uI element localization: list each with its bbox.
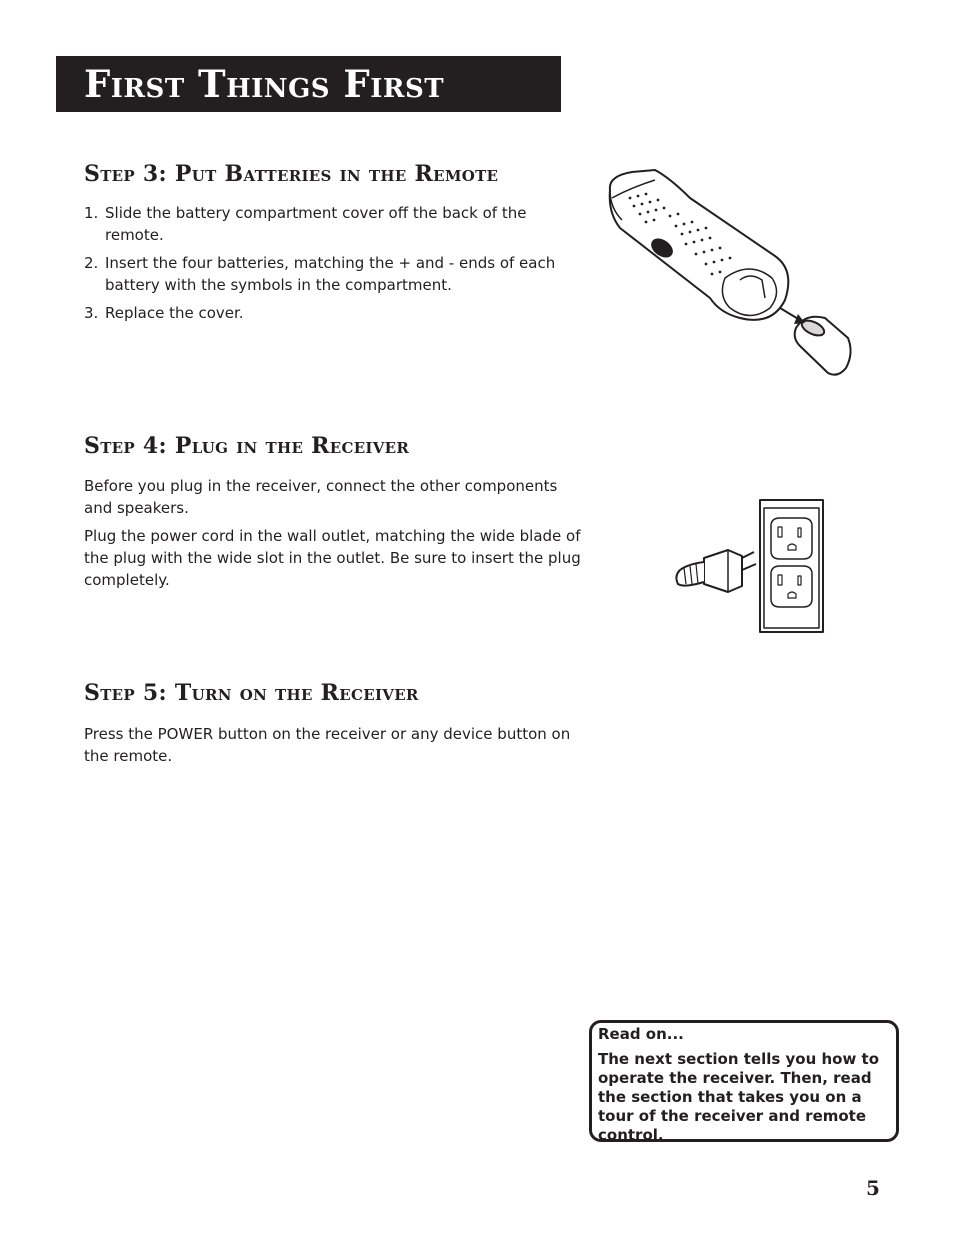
list-item: 2. Insert the four batteries, matching the + and - ends of each battery with the symbols in the compartment. [84,254,556,294]
list-item: 1. Slide the battery compartment cover off the back of the remote. [84,204,527,244]
step5-paragraph-1: Press the POWER button on the receiver or any device button on the remote. [84,725,571,765]
page-title: First Things First [84,62,445,106]
callout-body: The next section tells you how to operate the receiver. Then, read the section that takes you on a tour of the receiver and remote control. [598,1050,880,1144]
step5-body [84,723,584,773]
step5-heading: Step 5: Turn on the Receiver [84,680,419,706]
step3-heading: Step 3: Put Batteries in the Remote [84,161,499,187]
step4-body [84,475,584,597]
page-number: 5 [866,1176,880,1200]
step4-heading: Step 4: Plug in the Receiver [84,433,410,459]
read-on-callout [589,1020,899,1142]
callout-title: Read on... [598,1025,684,1043]
step4-paragraph-2: Plug the power cord in the wall outlet, matching the wide blade of the plug with the wide slot in the outlet. Be sure to insert the plug completely. [84,527,581,589]
remote-battery-illustration [600,168,860,383]
plug-outlet-illustration [668,496,830,638]
step4-paragraph-1: Before you plug in the receiver, connect the other components and speakers. [84,477,558,517]
page-header-bar [56,56,561,112]
list-item: 3. Replace the cover. [84,304,244,322]
step3-list [84,202,574,330]
